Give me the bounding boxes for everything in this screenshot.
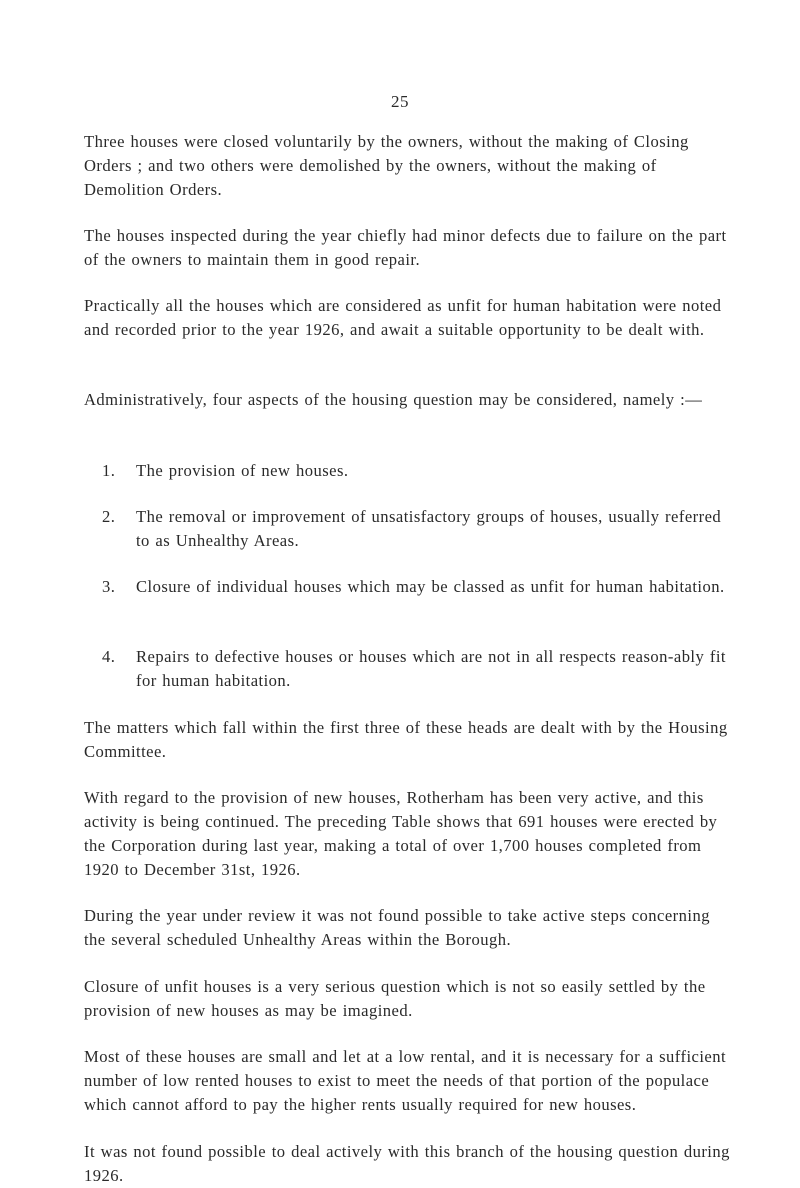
paragraph-text: It was not found possible to deal actively with this branch of the housing question during 1926. [84,1142,730,1185]
paragraph-text: Most of these houses are small and let at a low rental, and it is necessary for a sufficient number of low rented houses to exist to meet the needs of that portion of the populace which cannot afford to pay the higher rents usually required for new houses. [84,1047,727,1114]
list-item-text: Repairs to defective houses or houses which are not in all respects reason-ably fit for human habitation. [136,647,726,690]
list-item-number: 4. [102,647,116,666]
list-item-number: 1. [102,461,116,480]
paragraph-text: Three houses were closed voluntarily by the owners, without the making of Closing Orders ; and two others were demolished by the owners, without the making of Demolition Orders. [84,132,689,199]
paragraph-text: The houses inspected during the year chiefly had minor defects due to failure on the part of the owners to maintain them in good repair. [84,226,727,269]
list-item [84,575,734,623]
list-item [84,645,734,693]
paragraph-unhealthy-areas [84,904,734,952]
page-number: 25 [391,92,409,111]
paragraph-unfit-houses [84,294,734,342]
paragraph-housing-committee [84,716,734,764]
paragraph-text: The matters which fall within the first three of these heads are dealt with by the Housing Committee. [84,718,728,761]
paragraph-deal-actively [84,1140,734,1188]
paragraph-text: Administratively, four aspects of the housing question may be considered, namely :— [84,390,703,409]
paragraph-closure-unfit [84,975,734,1023]
paragraph-text: Closure of unfit houses is a very serious question which is not so easily settled by the provision of new houses as may be imagined. [84,977,706,1020]
list-item-number: 3. [102,577,116,596]
list-item-number: 2. [102,507,116,526]
list-item [84,459,734,483]
paragraph-text: During the year under review it was not found possible to take active steps concerning the several scheduled Unhealthy Areas within the Borough. [84,906,710,949]
list-item-text: Closure of individual houses which may be classed as unfit for human habitation. [136,577,725,596]
paragraph-minor-defects [84,224,734,272]
list-item-text: The removal or improvement of unsatisfactory groups of houses, usually referred to as Unhealthy Areas. [136,507,722,550]
list-item-text: The provision of new houses. [136,461,349,480]
list-item [84,505,734,553]
paragraph-four-aspects [84,388,734,412]
paragraph-closing-orders [84,130,734,202]
paragraph-text: With regard to the provision of new houses, Rotherham has been very active, and this activity is being continued. The preceding Table shows that 691 houses were erected by the Corporation during last year, making a total of over 1,700 houses completed from 1920 to December 31st, 1926. [84,788,718,879]
paragraph-text: Practically all the houses which are considered as unfit for human habitation were noted and recorded prior to the year 1926, and await a suitable opportunity to be dealt with. [84,296,722,339]
paragraph-new-houses [84,786,734,882]
paragraph-low-rental [84,1045,734,1117]
